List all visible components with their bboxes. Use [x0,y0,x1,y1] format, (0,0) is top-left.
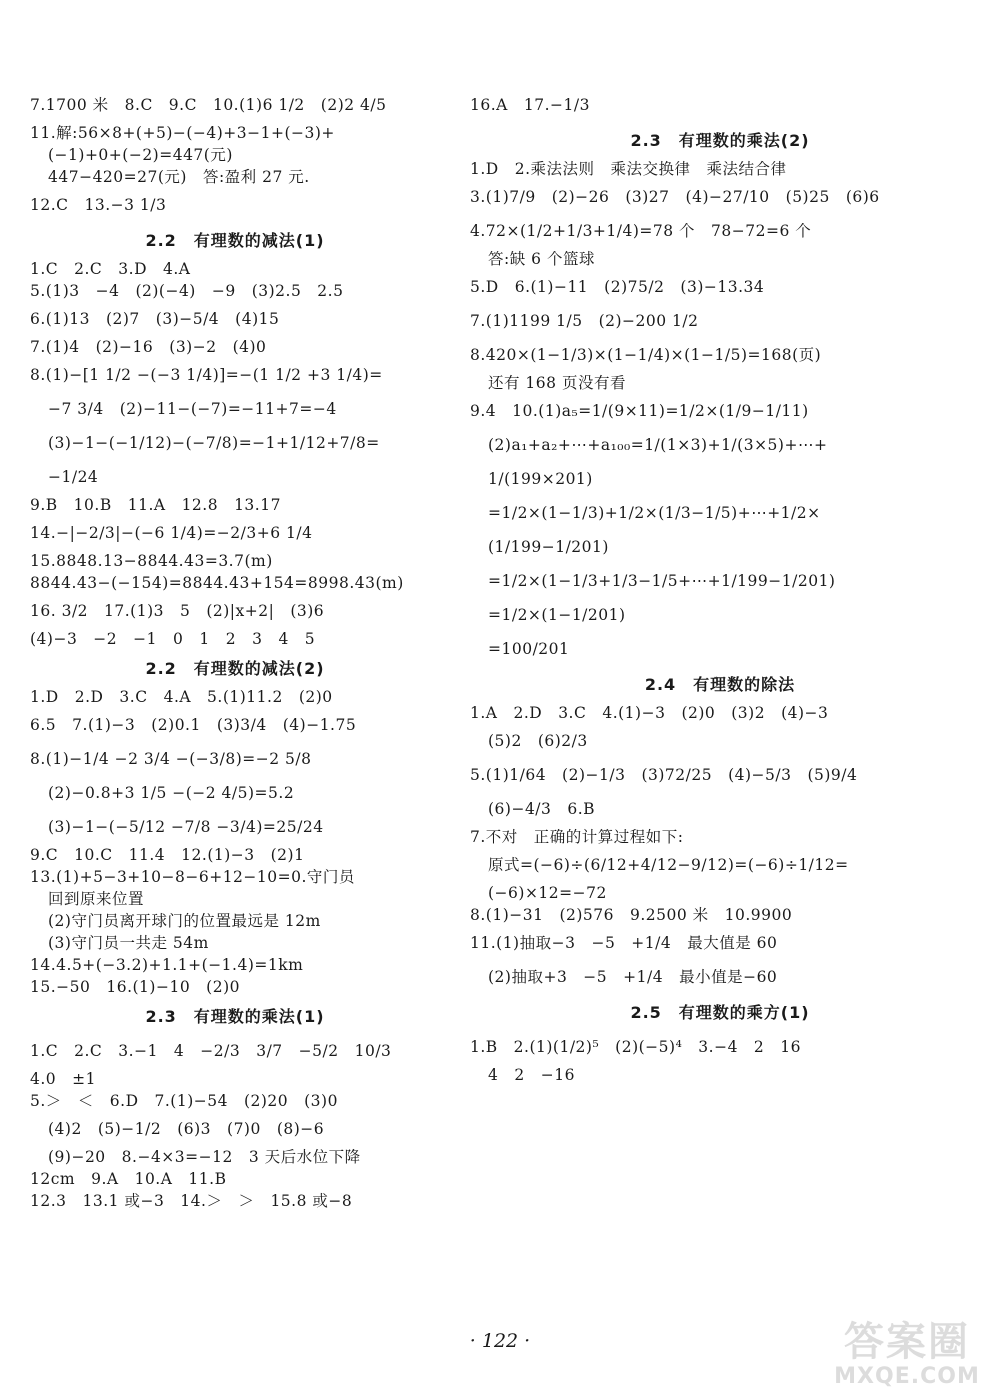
left-column [30,88,440,1212]
answer-line: =1/2×(1−1/201) [488,606,626,624]
answer-line: 11.解:56×8+(+5)−(−4)+3−1+(−3)+ [30,124,335,142]
answer-line: 1.B 2.(1)(1/2)⁵ (2)(−5)⁴ 3.−4 2 16 [470,1038,802,1056]
answer-line: 14.−|−2/3|−(−6 1/4)=−2/3+6 1/4 [30,524,313,542]
answer-line: 1.C 2.C 3.D 4.A [30,260,191,278]
answer-line: −1/24 [48,468,99,486]
answer-line: 16. 3/2 17.(1)3 5 (2)|x+2| (3)6 [30,602,325,620]
answer-line: 7.1700 米 8.C 9.C 10.(1)6 1/2 (2)2 4/5 [30,96,387,114]
answer-line: 8844.43−(−154)=8844.43+154=8998.43(m) [30,574,404,592]
answer-line: (6)−4/3 6.B [488,800,596,818]
answer-line: 原式=(−6)÷(6/12+4/12−9/12)=(−6)÷1/12= [488,856,849,874]
answer-line: 6.(1)13 (2)7 (3)−5/4 (4)15 [30,310,280,328]
answer-line: 9.B 10.B 11.A 12.8 13.17 [30,496,281,514]
answer-line: 4 2 −16 [488,1066,575,1084]
section-heading: 2.4 有理数的除法 [644,675,796,694]
answer-line: 12.3 13.1 或−3 14.＞ ＞ 15.8 或−8 [30,1192,353,1210]
answer-line: 1.A 2.D 3.C 4.(1)−3 (2)0 (3)2 (4)−3 [470,704,829,722]
answer-line: 12cm 9.A 10.A 11.B [30,1170,227,1188]
answer-line: (4)2 (5)−1/2 (6)3 (7)0 (8)−6 [48,1120,325,1138]
watermark-url: MXQE.COM [834,1364,980,1389]
watermark-text: 答案圈 [844,1319,970,1365]
answer-line: 6.5 7.(1)−3 (2)0.1 (3)3/4 (4)−1.75 [30,716,357,734]
answer-line: (2)−0.8+3 1/5 −(−2 4/5)=5.2 [48,784,295,802]
answer-line: 3.(1)7/9 (2)−26 (3)27 (4)−27/10 (5)25 (6)6 [470,188,880,206]
section-heading: 2.3 有理数的乘法(1) [145,1007,325,1026]
answer-line: (3)−1−(−5/12 −7/8 −3/4)=25/24 [48,818,324,836]
answer-line: (−6)×12=−72 [488,884,607,902]
answer-line: −7 3/4 (2)−11−(−7)=−11+7=−4 [48,400,337,418]
answer-line: 1/(199×201) [488,470,593,488]
answer-line: =1/2×(1−1/3)+1/2×(1/3−1/5)+⋯+1/2× [488,504,821,522]
answer-line: 还有 168 页没有看 [488,374,626,392]
answer-line: 13.(1)+5−3+10−8−6+12−10=0.守门员 [30,868,355,886]
answer-line: (2)守门员离开球门的位置最远是 12m [48,912,321,930]
answer-line: 16.A 17.−1/3 [470,96,590,114]
watermark-logo [832,1320,982,1389]
answer-line: =1/2×(1−1/3+1/3−1/5+⋯+1/199−1/201) [488,572,836,590]
answer-line: (4)−3 −2 −1 0 1 2 3 4 5 [30,630,316,648]
answer-line: 4.72×(1/2+1/3+1/4)=78 个 78−72=6 个 [470,222,812,240]
answer-line: 7.(1)1199 1/5 (2)−200 1/2 [470,312,699,330]
answer-line: 9.C 10.C 11.4 12.(1)−3 (2)1 [30,846,305,864]
answer-line: 5.D 6.(1)−11 (2)75/2 (3)−13.34 [470,278,765,296]
answer-line: 8.(1)−1/4 −2 3/4 −(−3/8)=−2 5/8 [30,750,312,768]
answer-line: 8.420×(1−1/3)×(1−1/4)×(1−1/5)=168(页) [470,346,822,364]
answer-line: 回到原来位置 [48,890,145,908]
right-column [470,88,970,1086]
section-heading: 2.5 有理数的乘方(1) [630,1003,810,1022]
answer-line: (2)a₁+a₂+⋯+a₁₀₀=1/(1×3)+1/(3×5)+⋯+ [488,436,828,454]
answer-line: 1.C 2.C 3.−1 4 −2/3 3/7 −5/2 10/3 [30,1042,392,1060]
answer-line: 447−420=27(元) 答:盈利 27 元. [48,168,310,186]
answer-line: 12.C 13.−3 1/3 [30,196,167,214]
answer-line: 答:缺 6 个篮球 [488,250,595,268]
answer-line: (5)2 (6)2/3 [488,732,588,750]
answer-line: 15.−50 16.(1)−10 (2)0 [30,978,240,996]
answer-line: 7.(1)4 (2)−16 (3)−2 (4)0 [30,338,267,356]
answer-line: 8.(1)−31 (2)576 9.2500 米 10.9900 [470,906,793,924]
answer-line: 14.4.5+(−3.2)+1.1+(−1.4)=1km [30,956,304,974]
answer-line: (1/199−1/201) [488,538,609,556]
answer-line: (3)守门员一共走 54m [48,934,209,952]
page-number: · 122 · [469,1330,531,1352]
answer-line: (2)抽取+3 −5 +1/4 最小值是−60 [488,968,778,986]
answer-line: 5.(1)3 −4 (2)(−4) −9 (3)2.5 2.5 [30,282,344,300]
answer-line: 1.D 2.乘法法则 乘法交换律 乘法结合律 [470,160,787,178]
section-heading: 2.2 有理数的减法(2) [145,659,325,678]
answer-line: =100/201 [488,640,570,658]
answer-line: 9.4 10.(1)a₅=1/(9×11)=1/2×(1/9−1/11) [470,402,809,420]
answer-line: 5.＞ ＜ 6.D 7.(1)−54 (2)20 (3)0 [30,1092,338,1110]
answer-line: 5.(1)1/64 (2)−1/3 (3)72/25 (4)−5/3 (5)9/4 [470,766,858,784]
answer-line: (−1)+0+(−2)=447(元) [48,146,233,164]
section-heading: 2.2 有理数的减法(1) [145,231,325,250]
answer-line: 1.D 2.D 3.C 4.A 5.(1)11.2 (2)0 [30,688,333,706]
answer-line: (3)−1−(−1/12)−(−7/8)=−1+1/12+7/8= [48,434,380,452]
answer-line: (9)−20 8.−4×3=−12 3 天后水位下降 [48,1148,361,1166]
answer-line: 4.0 ±1 [30,1070,96,1088]
section-heading: 2.3 有理数的乘法(2) [630,131,810,150]
answer-line: 8.(1)−[1 1/2 −(−3 1/4)]=−(1 1/2 +3 1/4)= [30,366,383,384]
answer-line: 7.不对 正确的计算过程如下: [470,828,684,846]
answer-line: 11.(1)抽取−3 −5 +1/4 最大值是 60 [470,934,778,952]
answer-line: 15.8848.13−8844.43=3.7(m) [30,552,273,570]
